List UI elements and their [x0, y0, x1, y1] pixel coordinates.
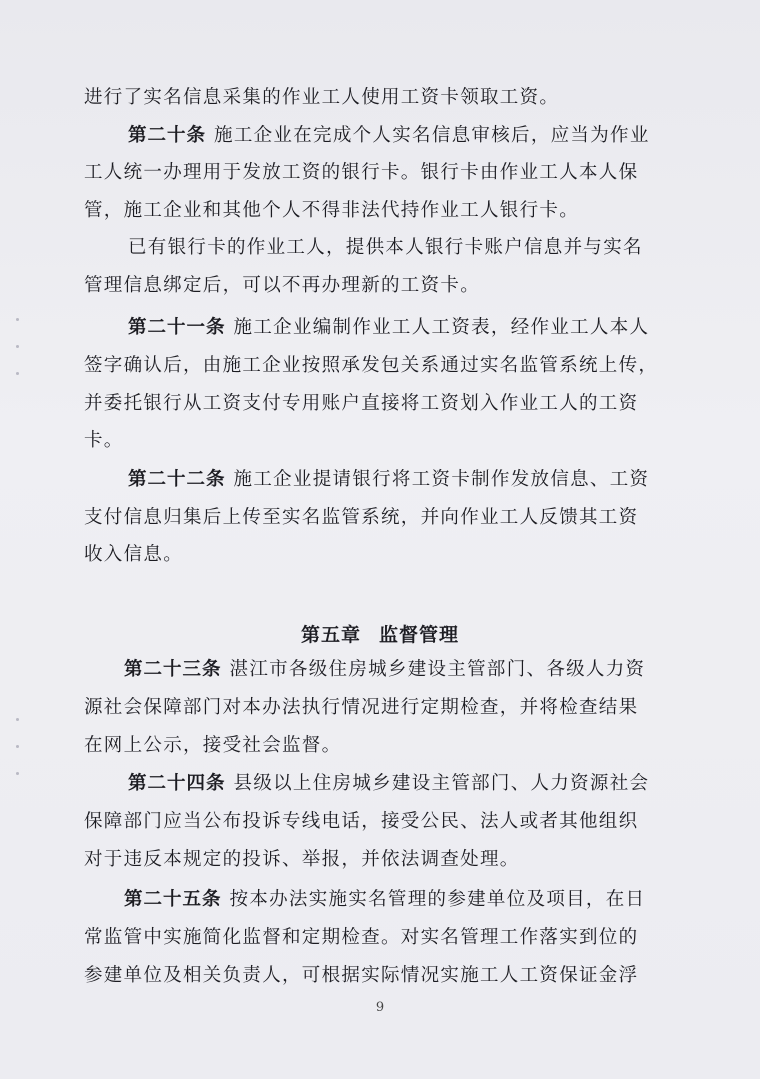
binding-hole-mark — [16, 345, 19, 348]
paragraph-line: 收入信息。 — [84, 544, 184, 565]
article-23-line: 第二十三条 湛江市各级住房城乡建设主管部门、各级人力资 — [124, 659, 646, 680]
paragraph-line: 并委托银行从工资支付专用账户直接将工资划入作业工人的工资 — [84, 393, 639, 414]
article-heading: 第二十三条 — [124, 659, 222, 680]
binding-hole-mark — [16, 372, 19, 375]
article-heading: 第二十二条 — [128, 469, 226, 490]
article-heading: 第二十四条 — [128, 773, 226, 794]
article-heading: 第二十五条 — [124, 889, 222, 910]
chapter-number: 第五章 — [300, 624, 361, 646]
binding-hole-mark — [16, 772, 19, 775]
paragraph-line: 源社会保障部门对本办法执行情况进行定期检查，并将检查结果 — [84, 697, 639, 718]
paragraph-line: 支付信息归集后上传至实名监管系统，并向作业工人反馈其工资 — [84, 507, 639, 528]
chapter-title — [0, 620, 760, 647]
binding-hole-mark — [16, 318, 19, 321]
paragraph-line: 参建单位及相关负责人，可根据实际情况实施工人工资保证金浮 — [84, 965, 639, 986]
paragraph-line: 已有银行卡的作业工人，提供本人银行卡账户信息并与实名 — [128, 237, 643, 258]
article-21-line: 第二十一条 施工企业编制作业工人工资表，经作业工人本人 — [128, 317, 650, 338]
paragraph-line: 在网上公示，接受社会监督。 — [84, 735, 342, 756]
article-25-line: 第二十五条 按本办法实施实名管理的参建单位及项目，在日 — [124, 889, 646, 910]
paragraph-line: 管理信息绑定后，可以不再办理新的工资卡。 — [84, 275, 481, 296]
binding-hole-mark — [16, 745, 19, 748]
paragraph-line: 工人统一办理用于发放工资的银行卡。银行卡由作业工人本人保 — [84, 162, 639, 183]
paragraph-line: 管，施工企业和其他个人不得非法代持作业工人银行卡。 — [84, 200, 580, 221]
article-heading: 第二十一条 — [128, 317, 226, 338]
article-24-line: 第二十四条 县级以上住房城乡建设主管部门、人力资源社会 — [128, 773, 650, 794]
article-heading: 第二十条 — [128, 125, 207, 146]
article-20-line: 第二十条 施工企业在完成个人实名信息审核后，应当为作业 — [128, 125, 650, 146]
paragraph-line: 签字确认后，由施工企业按照承发包关系通过实名监管系统上传， — [84, 355, 659, 376]
paragraph-line: 对于违反本规定的投诉、举报，并依法调查处理。 — [84, 849, 520, 870]
page-number: 9 — [375, 1000, 385, 1015]
binding-hole-mark — [16, 718, 19, 721]
paragraph-line: 进行了实名信息采集的作业工人使用工资卡领取工资。 — [84, 87, 560, 108]
article-22-line: 第二十二条 施工企业提请银行将工资卡制作发放信息、工资 — [128, 469, 650, 490]
paragraph-line: 常监管中实施简化监督和定期检查。对实名管理工作落实到位的 — [84, 927, 639, 948]
paragraph-line: 保障部门应当公布投诉专线电话，接受公民、法人或者其他组织 — [84, 811, 639, 832]
chapter-name: 监督管理 — [379, 624, 460, 646]
paragraph-line: 卡。 — [84, 430, 124, 451]
